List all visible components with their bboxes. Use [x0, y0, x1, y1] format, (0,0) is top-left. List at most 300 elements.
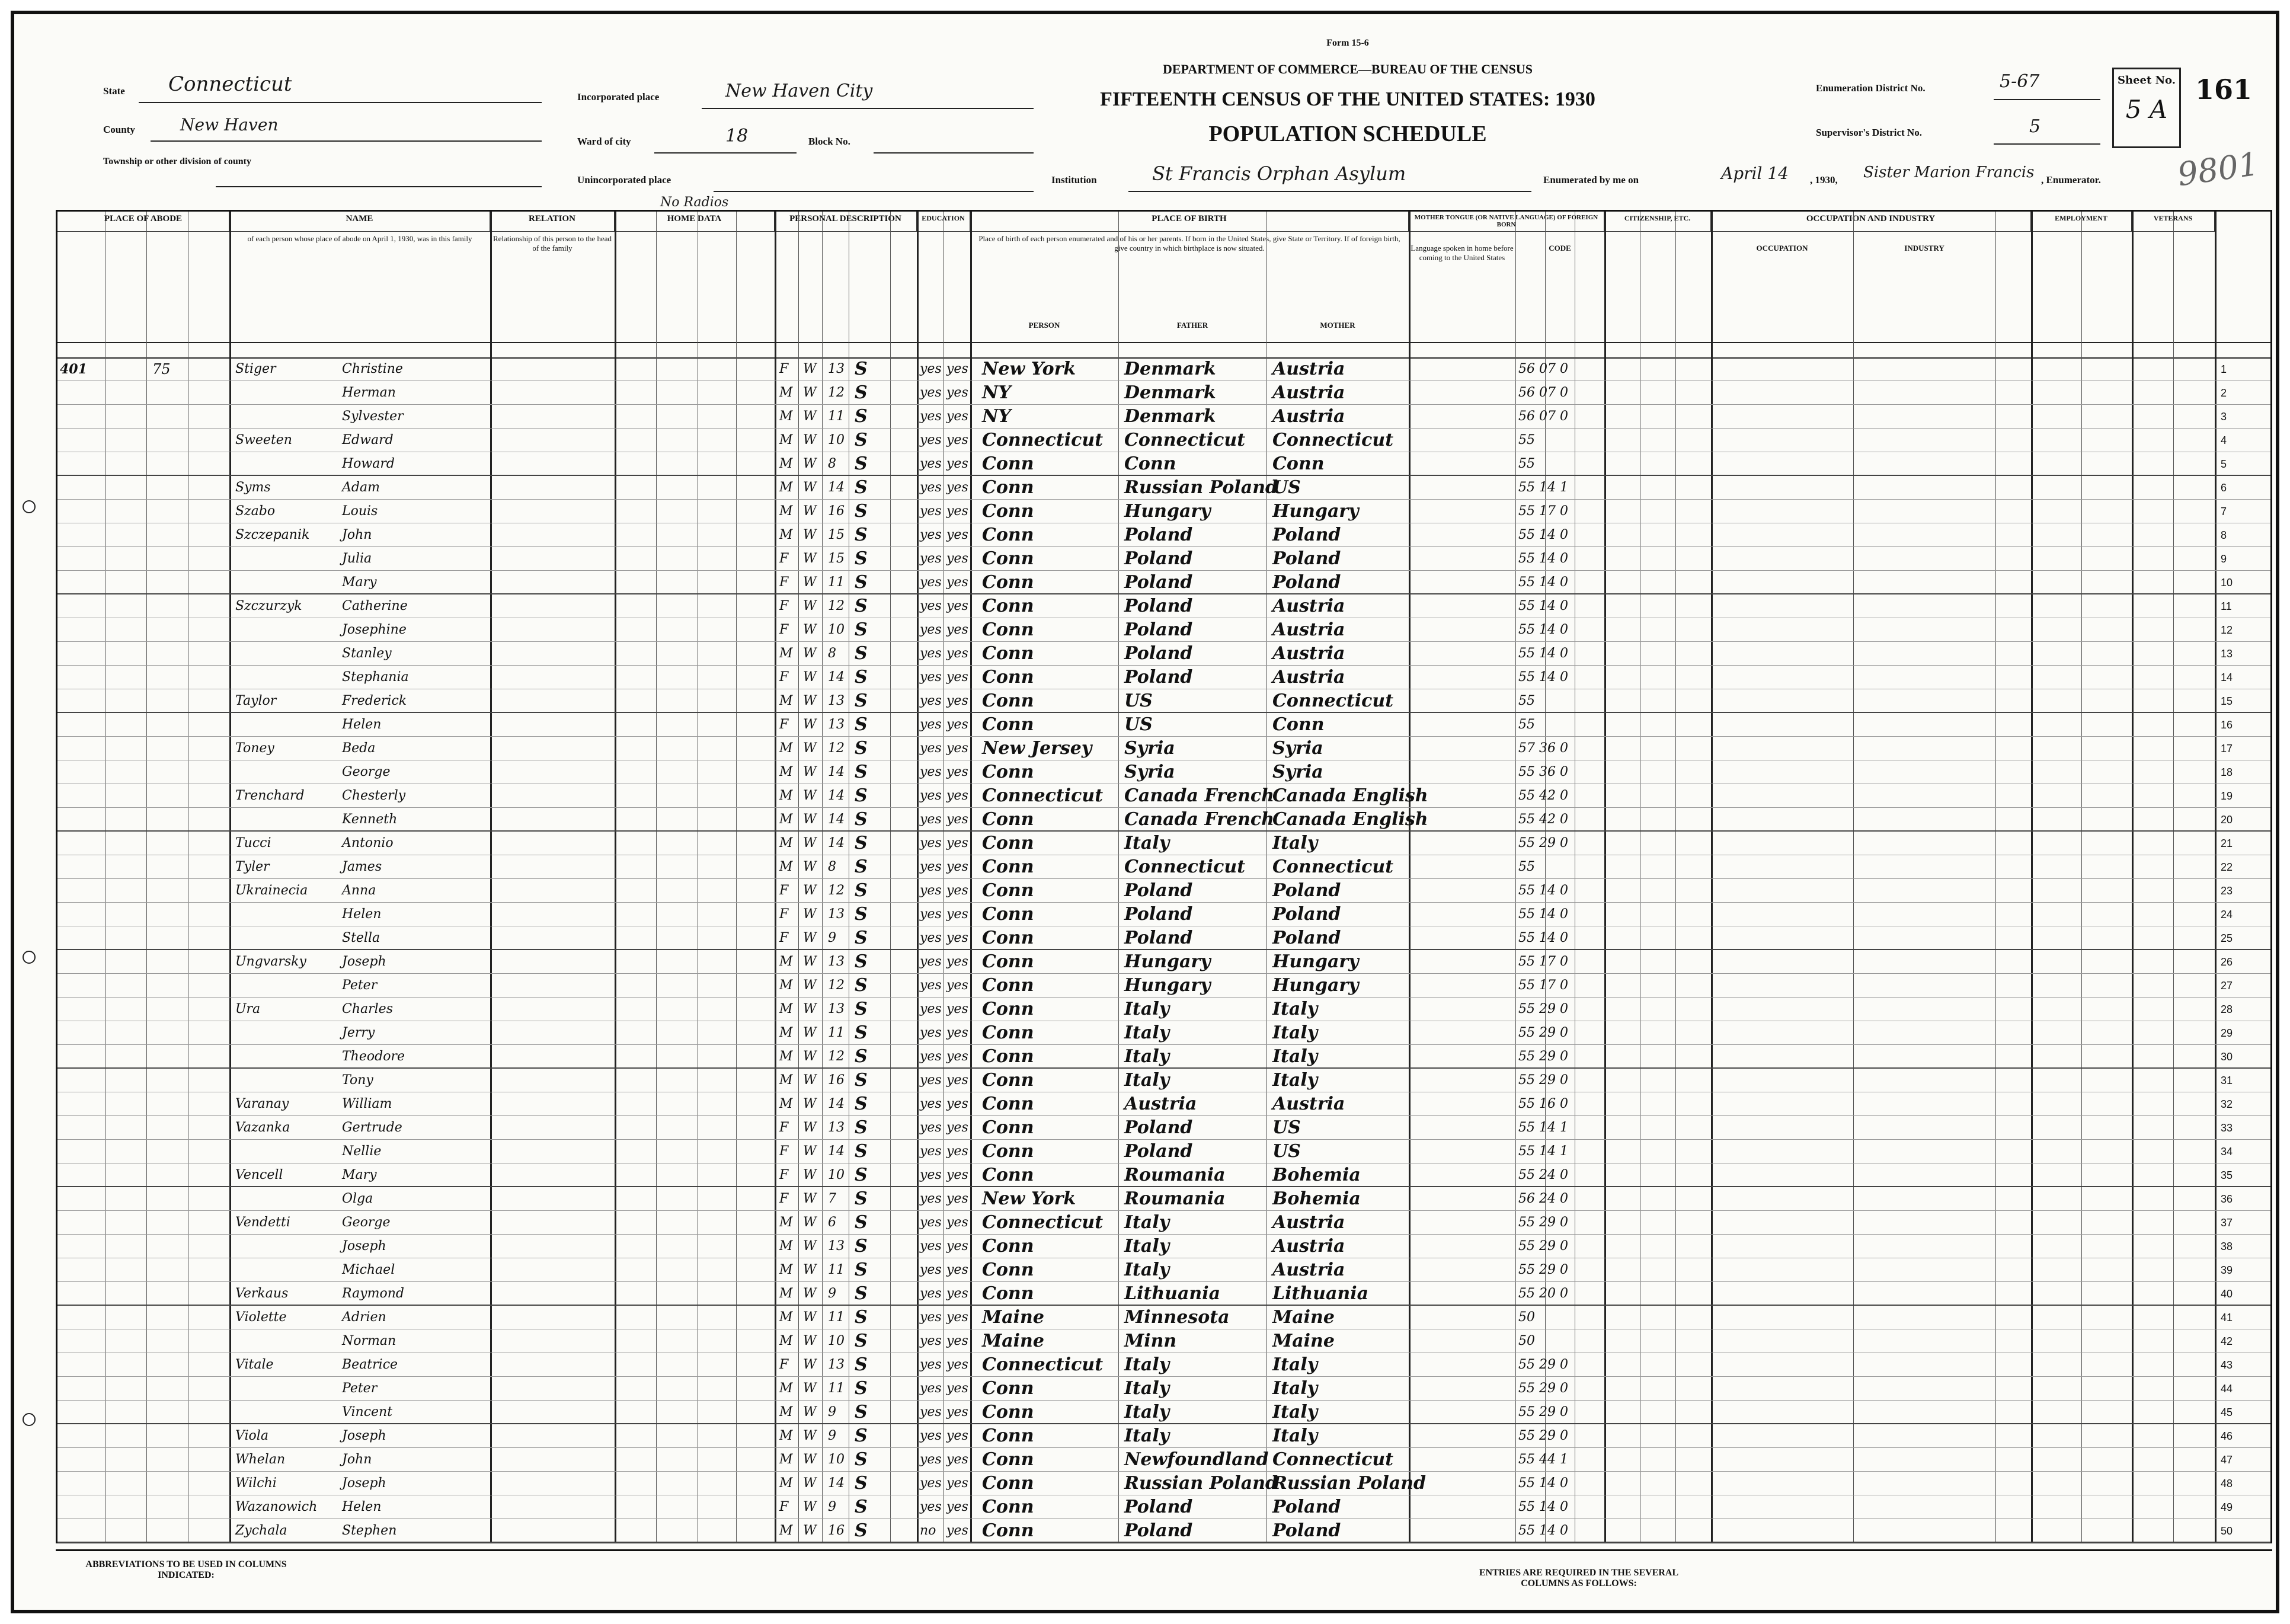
- cell-father-bp: Poland: [1124, 880, 1193, 901]
- cell-father-bp: Italy: [1124, 1259, 1170, 1280]
- cell-father-bp: Conn: [1124, 453, 1176, 474]
- cell-mother-bp: Austria: [1272, 1236, 1345, 1257]
- cell-read: yes: [946, 504, 968, 519]
- cell-read: yes: [946, 1452, 968, 1467]
- cell-surname: [235, 1401, 336, 1424]
- cell-school: yes: [920, 622, 942, 637]
- cell-mar: S: [855, 1378, 868, 1399]
- schedule-title: POPULATION SCHEDULE: [1208, 122, 1487, 146]
- cell-father-bp: Poland: [1124, 1117, 1193, 1138]
- cell-sex: M: [779, 836, 793, 851]
- cell-surname: Varanay: [235, 1096, 289, 1111]
- cell-code: 55 29 0: [1518, 1002, 1568, 1016]
- cell-mar: S: [855, 406, 868, 427]
- cell-school: yes: [920, 1500, 942, 1514]
- line-number: 17: [2221, 743, 2233, 755]
- cell-read: yes: [946, 1334, 968, 1348]
- cell-mother-bp: Maine: [1272, 1307, 1335, 1328]
- cell-sex: M: [779, 859, 793, 874]
- cell-code: 55 14 1: [1518, 1120, 1568, 1135]
- township-label: Township or other division of county: [103, 156, 251, 167]
- line-number: 22: [2221, 861, 2233, 873]
- line-number: 49: [2221, 1501, 2233, 1513]
- cell-race: W: [803, 978, 817, 993]
- cell-sex: M: [779, 954, 793, 969]
- cell-school: yes: [920, 456, 942, 471]
- line-number: 38: [2221, 1241, 2233, 1252]
- cell-surname: [235, 571, 336, 594]
- table-row: [57, 523, 2270, 547]
- cell-person-bp: Conn: [982, 928, 1034, 948]
- state-line: [139, 102, 542, 103]
- cell-sex: F: [779, 717, 789, 732]
- line-number: 1: [2221, 363, 2227, 375]
- cell-code: 55 29 0: [1518, 1357, 1568, 1372]
- cell-sex: M: [779, 1239, 793, 1254]
- cell-mar: S: [855, 1188, 868, 1209]
- cell-school: yes: [920, 1286, 942, 1301]
- cell-race: W: [803, 433, 817, 447]
- cell-father-bp: Poland: [1124, 1141, 1193, 1162]
- cell-given: Stephania: [342, 670, 409, 685]
- cell-father-bp: Connecticut: [1124, 856, 1246, 877]
- cell-code: 55 42 0: [1518, 788, 1568, 803]
- cell-mar: S: [855, 856, 868, 877]
- cell-age: 13: [828, 362, 845, 376]
- table-row: [57, 1092, 2270, 1116]
- cell-person-bp: Conn: [982, 1425, 1034, 1446]
- cell-mar: S: [855, 525, 868, 545]
- cell-read: yes: [946, 1049, 968, 1064]
- cell-read: yes: [946, 812, 968, 827]
- cell-mar: S: [855, 382, 868, 403]
- cell-race: W: [803, 670, 817, 685]
- cell-sex: M: [779, 1049, 793, 1064]
- unincorporated-label: Unincorporated place: [577, 174, 671, 186]
- cell-father-bp: Italy: [1124, 833, 1170, 853]
- cell-mar: S: [855, 359, 868, 379]
- line-number: 12: [2221, 624, 2233, 636]
- table-row: [57, 666, 2270, 689]
- line-number: 26: [2221, 956, 2233, 968]
- cell-race: W: [803, 1025, 817, 1040]
- line-number: 31: [2221, 1075, 2233, 1086]
- cell-mar: S: [855, 1283, 868, 1304]
- table-row: [57, 357, 2270, 381]
- cell-read: yes: [946, 1096, 968, 1111]
- table-row: [57, 1211, 2270, 1235]
- cell-given: Charles: [342, 1002, 393, 1016]
- cell-person-bp: Conn: [982, 1022, 1034, 1043]
- cell-sex: M: [779, 1262, 793, 1277]
- cell-age: 14: [828, 812, 845, 827]
- cell-given: Stella: [342, 931, 380, 945]
- cell-surname: [235, 1187, 336, 1211]
- state-label: State: [103, 85, 125, 97]
- cell-sex: M: [779, 385, 793, 400]
- group-name: NAME: [229, 212, 490, 232]
- cell-mar: S: [855, 785, 868, 806]
- cell-mother-bp: US: [1272, 1117, 1301, 1138]
- cell-read: yes: [946, 1310, 968, 1325]
- cell-age: 14: [828, 1096, 845, 1111]
- cell-code: 57 36 0: [1518, 741, 1568, 756]
- cell-school: yes: [920, 812, 942, 827]
- cell-race: W: [803, 1239, 817, 1254]
- cell-mother-bp: Austria: [1272, 1094, 1345, 1114]
- cell-mar: S: [855, 548, 868, 569]
- cell-code: 56 24 0: [1518, 1191, 1568, 1206]
- institution-label: Institution: [1051, 174, 1097, 186]
- cell-read: yes: [946, 1168, 968, 1182]
- group-home-data: HOME DATA: [615, 212, 775, 232]
- cell-given: Joseph: [342, 1476, 386, 1491]
- cell-code: 55: [1518, 717, 1535, 732]
- table-row: [57, 571, 2270, 594]
- cell-person-bp: Connecticut: [982, 785, 1104, 806]
- cell-age: 11: [828, 1262, 845, 1277]
- cell-race: W: [803, 1120, 817, 1135]
- occupation-header: OCCUPATION: [1756, 244, 1808, 252]
- cell-sex: F: [779, 1191, 789, 1206]
- cell-age: 11: [828, 575, 845, 590]
- cell-given: Anna: [342, 883, 376, 898]
- cell-given: Mary: [342, 575, 377, 590]
- cell-father-bp: Syria: [1124, 762, 1175, 782]
- cell-given: Joseph: [342, 1239, 386, 1254]
- line-number: 6: [2221, 482, 2227, 494]
- name-header: of each person whose place of abode on April 1, 1930, was in this family: [247, 234, 472, 243]
- cell-mar: S: [855, 1449, 868, 1470]
- cell-sex: M: [779, 456, 793, 471]
- cell-mar: S: [855, 999, 868, 1019]
- cell-school: yes: [920, 1405, 942, 1420]
- enumerated-year: , 1930,: [1810, 174, 1838, 186]
- cell-sex: M: [779, 812, 793, 827]
- cell-given: John: [342, 1452, 372, 1467]
- cell-mother-bp: Poland: [1272, 1497, 1341, 1517]
- cell-given: Joseph: [342, 1428, 386, 1443]
- supervisor-line: [1994, 143, 2100, 145]
- cell-sex: F: [779, 1500, 789, 1514]
- cell-age: 10: [828, 433, 845, 447]
- cell-code: 50: [1518, 1310, 1535, 1325]
- cell-surname: Wilchi: [235, 1476, 277, 1491]
- cell-given: Olga: [342, 1191, 373, 1206]
- cell-read: yes: [946, 1357, 968, 1372]
- cell-race: W: [803, 1096, 817, 1111]
- cell-father-bp: Newfoundland: [1124, 1449, 1269, 1470]
- cell-code: 50: [1518, 1334, 1535, 1348]
- cell-father-bp: Poland: [1124, 596, 1193, 616]
- cell-read: yes: [946, 528, 968, 542]
- cell-surname: [235, 381, 336, 405]
- cell-age: 13: [828, 1357, 845, 1372]
- cell-mar: S: [855, 880, 868, 901]
- cell-sex: F: [779, 670, 789, 685]
- cell-school: yes: [920, 1476, 942, 1491]
- cell-age: 12: [828, 978, 845, 993]
- cell-school: yes: [920, 409, 942, 424]
- cell-mar: S: [855, 738, 868, 759]
- cell-mother-bp: Poland: [1272, 548, 1341, 569]
- table-row: [57, 452, 2270, 476]
- cell-sex: M: [779, 1523, 793, 1538]
- cell-sex: F: [779, 622, 789, 637]
- cell-father-bp: Denmark: [1124, 359, 1216, 379]
- cell-father-bp: Poland: [1124, 667, 1193, 688]
- cell-father-bp: Poland: [1124, 548, 1193, 569]
- table-row: [57, 1045, 2270, 1069]
- cell-sex: M: [779, 504, 793, 519]
- cell-race: W: [803, 599, 817, 613]
- line-number: 44: [2221, 1383, 2233, 1395]
- cell-age: 9: [828, 1500, 836, 1514]
- table-row: [57, 926, 2270, 950]
- cell-father-bp: Poland: [1124, 1520, 1193, 1541]
- enumeration-label: Enumeration District No.: [1816, 82, 1926, 94]
- table-row: [57, 832, 2270, 855]
- cell-age: 13: [828, 717, 845, 732]
- cell-mother-bp: Poland: [1272, 928, 1341, 948]
- institution-value: St Francis Orphan Asylum: [1152, 162, 1406, 185]
- cell-code: 55 20 0: [1518, 1286, 1568, 1301]
- cell-person-bp: Connecticut: [982, 1354, 1104, 1375]
- cell-age: 9: [828, 1405, 836, 1420]
- cell-surname: [235, 1235, 336, 1258]
- cell-code: 55 24 0: [1518, 1168, 1568, 1182]
- cell-person-bp: Conn: [982, 1497, 1034, 1517]
- table-row: [57, 1472, 2270, 1495]
- cell-read: yes: [946, 741, 968, 756]
- cell-person-bp: Conn: [982, 714, 1034, 735]
- cell-school: yes: [920, 1262, 942, 1277]
- cell-person-bp: Conn: [982, 1165, 1034, 1185]
- cell-school: yes: [920, 1310, 942, 1325]
- census-title: FIFTEENTH CENSUS OF THE UNITED STATES: 1930: [1100, 88, 1595, 110]
- cell-person-bp: Conn: [982, 856, 1034, 877]
- line-number: 47: [2221, 1454, 2233, 1466]
- cell-code: 55 42 0: [1518, 812, 1568, 827]
- cell-surname: Stiger: [235, 362, 276, 376]
- cell-father-bp: Poland: [1124, 1497, 1193, 1517]
- cell-father-bp: Hungary: [1124, 951, 1211, 972]
- table-row: [57, 429, 2270, 452]
- cell-age: 14: [828, 788, 845, 803]
- cell-surname: Vendetti: [235, 1215, 290, 1230]
- cell-person-bp: Conn: [982, 690, 1034, 711]
- cell-given: Peter: [342, 1381, 378, 1396]
- cell-race: W: [803, 385, 817, 400]
- cell-age: 13: [828, 1239, 845, 1254]
- cell-age: 13: [828, 954, 845, 969]
- cell-person-bp: Maine: [982, 1331, 1044, 1351]
- cell-code: 55 29 0: [1518, 1215, 1568, 1230]
- cell-age: 7: [828, 1191, 836, 1206]
- cell-sex: M: [779, 480, 793, 495]
- line-number: 39: [2221, 1264, 2233, 1276]
- cell-read: yes: [946, 1500, 968, 1514]
- cell-code: 55: [1518, 456, 1535, 471]
- cell-sex: F: [779, 551, 789, 566]
- cell-mar: S: [855, 1070, 868, 1091]
- cell-mother-bp: Syria: [1272, 738, 1323, 759]
- cell-race: W: [803, 1405, 817, 1420]
- cell-mother-bp: Hungary: [1272, 951, 1359, 972]
- cell-given: Louis: [342, 504, 378, 519]
- cell-read: yes: [946, 907, 968, 922]
- cell-race: W: [803, 954, 817, 969]
- line-number: 40: [2221, 1288, 2233, 1300]
- cell-surname: [235, 808, 336, 832]
- cell-surname: [235, 903, 336, 926]
- cell-sex: M: [779, 765, 793, 779]
- cell-sex: M: [779, 1286, 793, 1301]
- cell-sex: F: [779, 1357, 789, 1372]
- cell-father-bp: Hungary: [1124, 501, 1211, 522]
- cell-person-bp: Conn: [982, 1236, 1034, 1257]
- cell-person-bp: Conn: [982, 1402, 1034, 1422]
- cell-father-bp: Italy: [1124, 1070, 1170, 1091]
- supervisor-label: Supervisor's District No.: [1816, 127, 1922, 138]
- cell-given: Nellie: [342, 1144, 382, 1159]
- cell-code: 55 14 0: [1518, 622, 1568, 637]
- cell-surname: Szczepanik: [235, 528, 310, 542]
- cell-sex: M: [779, 788, 793, 803]
- cell-mother-bp: Poland: [1272, 572, 1341, 593]
- cell-father-bp: Italy: [1124, 1425, 1170, 1446]
- cell-school: yes: [920, 385, 942, 400]
- cell-sex: M: [779, 1310, 793, 1325]
- cell-mar: S: [855, 1094, 868, 1114]
- table-row: [57, 1021, 2270, 1045]
- cell-given: George: [342, 1215, 391, 1230]
- cell-mar: S: [855, 1236, 868, 1257]
- cell-surname: Taylor: [235, 693, 277, 708]
- cell-school: yes: [920, 1428, 942, 1443]
- cell-mother-bp: Italy: [1272, 1378, 1318, 1399]
- table-row: [57, 405, 2270, 429]
- table-row: [57, 1377, 2270, 1401]
- cell-race: W: [803, 646, 817, 661]
- cell-race: W: [803, 480, 817, 495]
- entries-title: ENTRIES ARE REQUIRED IN THE SEVERAL COLUMNS AS FOLLOWS:: [1479, 1568, 1679, 1588]
- group-mother-tongue: MOTHER TONGUE (OR NATIVE LANGUAGE) OF FOREIGN BORN: [1409, 212, 1604, 232]
- form-number: Form 15-6: [1326, 38, 1369, 48]
- birth-note: Place of birth of each person enumerated and of his or her parents. If born in the United States, give State or Territory. If of foreign birth, give country in which birthplace is now situated.: [978, 234, 1400, 252]
- cell-school: yes: [920, 1096, 942, 1111]
- cell-sex: M: [779, 409, 793, 424]
- cell-person-bp: Conn: [982, 1473, 1034, 1494]
- cell-given: Jerry: [342, 1025, 375, 1040]
- code-header: CODE: [1549, 244, 1571, 252]
- table-row: [57, 547, 2270, 571]
- cell-person-bp: Conn: [982, 904, 1034, 925]
- cell-school: yes: [920, 1144, 942, 1159]
- cell-race: W: [803, 528, 817, 542]
- cell-mar: S: [855, 1046, 868, 1067]
- cell-mother-bp: Lithuania: [1272, 1283, 1369, 1304]
- cell-person-bp: Maine: [982, 1307, 1044, 1328]
- cell-school: yes: [920, 362, 942, 376]
- margin-number: 9801: [2175, 145, 2262, 194]
- cell-given: Helen: [342, 907, 382, 922]
- cell-school: yes: [920, 907, 942, 922]
- cell-given: Beatrice: [342, 1357, 398, 1372]
- cell-race: W: [803, 693, 817, 708]
- cell-race: W: [803, 622, 817, 637]
- cell-person-bp: Conn: [982, 1046, 1034, 1067]
- cell-code: 55 14 0: [1518, 1476, 1568, 1491]
- cell-father-bp: Lithuania: [1124, 1283, 1221, 1304]
- cell-given: James: [342, 859, 382, 874]
- state-value: Connecticut: [168, 72, 292, 96]
- cell-age: 13: [828, 693, 845, 708]
- cell-mar: S: [855, 643, 868, 664]
- cell-code: 55 14 0: [1518, 1523, 1568, 1538]
- line-number: 24: [2221, 909, 2233, 920]
- cell-mar: S: [855, 1259, 868, 1280]
- cell-age: 16: [828, 1523, 845, 1538]
- cell-age: 9: [828, 1428, 836, 1443]
- cell-person-bp: NY: [982, 382, 1011, 403]
- cell-given: Josephine: [342, 622, 407, 637]
- cell-race: W: [803, 504, 817, 519]
- cell-read: yes: [946, 456, 968, 471]
- cell-code: 55 29 0: [1518, 836, 1568, 851]
- cell-code: 55 14 0: [1518, 599, 1568, 613]
- table-row: [57, 808, 2270, 832]
- incorporated-value: New Haven City: [725, 81, 873, 101]
- line-number: 30: [2221, 1051, 2233, 1063]
- cell-age: 10: [828, 1334, 845, 1348]
- cell-age: 13: [828, 1002, 845, 1016]
- cell-school: yes: [920, 788, 942, 803]
- cell-mother-bp: Austria: [1272, 596, 1345, 616]
- cell-sex: F: [779, 575, 789, 590]
- line-number: 19: [2221, 790, 2233, 802]
- cell-mar: S: [855, 1117, 868, 1138]
- cell-father-bp: Italy: [1124, 1378, 1170, 1399]
- cell-code: 55 14 1: [1518, 480, 1568, 495]
- cell-code: 56 07 0: [1518, 385, 1568, 400]
- cell-code: 55 29 0: [1518, 1405, 1568, 1420]
- cell-given: Gertrude: [342, 1120, 402, 1135]
- cell-mother-bp: Austria: [1272, 359, 1345, 379]
- cell-age: 13: [828, 907, 845, 922]
- cell-mar: S: [855, 477, 868, 498]
- cell-sex: M: [779, 528, 793, 542]
- cell-surname: Wazanowich: [235, 1500, 318, 1514]
- cell-code: 55 29 0: [1518, 1262, 1568, 1277]
- cell-person-bp: Conn: [982, 667, 1034, 688]
- cell-father-bp: Denmark: [1124, 406, 1216, 427]
- line-number: 28: [2221, 1003, 2233, 1015]
- enumerator-name: Sister Marion Francis: [1863, 164, 2035, 181]
- cell-school: yes: [920, 1002, 942, 1016]
- cell-mother-bp: Connecticut: [1272, 1449, 1394, 1470]
- cell-age: 12: [828, 741, 845, 756]
- cell-mar: S: [855, 1425, 868, 1446]
- cell-mar: S: [855, 762, 868, 782]
- cell-school: yes: [920, 931, 942, 945]
- punch-hole: [23, 951, 36, 964]
- table-row: [57, 1424, 2270, 1448]
- cell-mar: S: [855, 1473, 868, 1494]
- cell-read: yes: [946, 859, 968, 874]
- cell-mother-bp: Connecticut: [1272, 856, 1394, 877]
- cell-surname: [235, 1045, 336, 1069]
